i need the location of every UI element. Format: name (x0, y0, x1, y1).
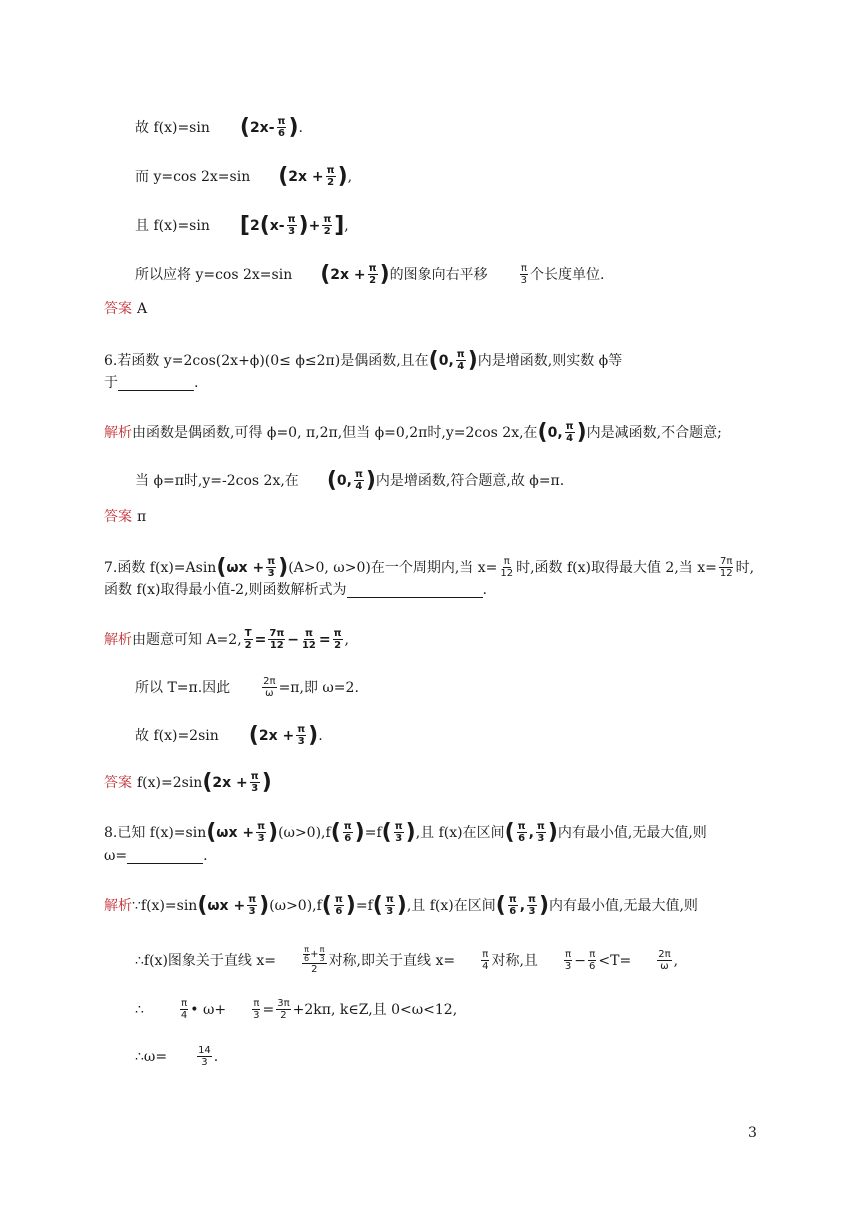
text: 故 f(x)=sin (135, 119, 210, 136)
text: ∴f(x)图象关于直线 x= (135, 952, 276, 969)
solution-8: 解析 ∵f(x)=sin ( ωx + $\frac{\pi}{3}$ ) (ω>0),f ( $\frac{\pi}{6}$ ) =f ( $\frac{\pi}{3}$ ) ,且 f(x)在区间 ( $\frac{\pi}{6}$ , $\frac{\pi}{3}$ ) 内有最小值,无最大值,则 (104, 892, 698, 918)
text: 且 f(x)=sin (135, 217, 210, 234)
page-number: 3 (748, 1125, 757, 1141)
solution-label: 解析 (104, 897, 132, 914)
text: ω= (104, 848, 128, 864)
text: 由题意可知 A=2, (132, 631, 242, 648)
solution-8-line3: ∴ $\frac{\pi}{4}$ • ω+ $\frac{\pi}{3}$ = $\frac{3\pi}{2}$ +2kπ, k∈Z,且 0<ω<12, (135, 998, 458, 1021)
text: ∵f(x)=sin (132, 897, 198, 914)
math-expr: [ 2 ( x- $\frac{\pi}{3}$ ) + $\frac{\pi}{2}$ ] (239, 212, 345, 238)
answer-value: π (137, 509, 147, 525)
answer-value: f(x)=2sin (137, 774, 203, 791)
answer-blank (118, 376, 194, 391)
text: 由函数是偶函数,可得 ϕ=0, π,2π,但当 ϕ=0,2π时,y=2cos 2x,在 (132, 424, 538, 441)
answer-7: 答案 f(x)=2sin ( 2x + $\frac{\pi}{3}$ ) (104, 769, 272, 795)
question-7: 7.函数 f(x)=Asin ( ωx + $\frac{\pi}{3}$ ) (A>0, ω>0)在一个周期内,当 x= $\frac{\pi}{12}$ 时,函数 f(x)取得最大值 2,当 x= $\frac{7\pi}{12}$ 时, (104, 554, 755, 580)
text: 6.若函数 y=2cos(2x+ϕ)(0≤ ϕ≤2π)是偶函数,且在 (104, 352, 429, 369)
answer-label: 答案 (104, 509, 132, 525)
line-2: 而 y=cos 2x=sin ( 2x + $\frac{\pi}{2}$ ) , (135, 163, 353, 189)
text: 所以应将 y=cos 2x=sin (135, 266, 293, 283)
text: 而 y=cos 2x=sin (135, 168, 251, 185)
answer-6 (104, 507, 146, 527)
answer-label: 答案 (104, 301, 132, 317)
answer-value: A (137, 301, 148, 317)
math-expr: ( 2x- $\frac{\pi}{6}$ ) (239, 114, 299, 140)
question-8: 8.已知 f(x)=sin ( ωx + $\frac{\pi}{3}$ ) (ω>0),f ( $\frac{\pi}{6}$ ) =f ( $\frac{\pi}{3}$ ) ,且 f(x)在区间 ( $\frac{\pi}{6}$ , $\frac{\pi}{3}$ ) 内有最小值,无最大值,则 (104, 819, 707, 845)
solution-label: 解析 (104, 631, 132, 648)
answer-blank (347, 583, 483, 598)
math-expr: ( 2x + $\frac{\pi}{2}$ ) (278, 163, 348, 189)
question-6: 6.若函数 y=2cos(2x+ϕ)(0≤ ϕ≤2π)是偶函数,且在 ( 0, $\frac{\pi}{4}$ ) 内是增函数,则实数 ϕ等 (104, 347, 623, 373)
nested-fraction: $\frac{\pi}{6}$ + $\frac{\pi}{3}$ 2 (303, 945, 325, 975)
solution-6: 解析 由函数是偶函数,可得 ϕ=0, π,2π,但当 ϕ=0,2π时,y=2cos 2x,在 ( 0, $\frac{\pi}{4}$ ) 内是减函数,不合题意; (104, 419, 722, 445)
solution-label: 解析 (104, 424, 132, 441)
answer-blank (127, 849, 203, 864)
math-expr: ( 2x + $\frac{\pi}{2}$ ) (320, 261, 390, 287)
question-7-line2: 函数 f(x)取得最小值-2,则函数解析式为 . (104, 582, 487, 598)
solution-7-line2: 所以 T=π.因此 $\frac{2\pi}{\omega}$ =π,即 ω=2. (135, 676, 359, 699)
text: 故 f(x)=2sin (135, 727, 219, 744)
solution-6-line2: 当 ϕ=π时,y=-2cos 2x,在 ( 0, $\frac{\pi}{4}$ ) 内是增函数,符合题意,故 ϕ=π. (135, 467, 565, 493)
text: 当 ϕ=π时,y=-2cos 2x,在 (135, 472, 299, 489)
answer-5 (104, 299, 147, 319)
question-6-line2: 于 . (104, 375, 199, 391)
line-4: 所以应将 y=cos 2x=sin ( 2x + $\frac{\pi}{2}$ ) 的图象向右平移 $\frac{\pi}{3}$ 个长度单位. (135, 261, 605, 287)
solution-7-line3: 故 f(x)=2sin ( 2x + $\frac{\pi}{3}$ ) . (135, 722, 323, 748)
line-3: 且 f(x)=sin [ 2 ( x- $\frac{\pi}{3}$ ) + $\frac{\pi}{2}$ ] , (135, 212, 349, 238)
answer-label: 答案 (104, 774, 132, 791)
text: 所以 T=π.因此 (135, 679, 231, 696)
line-1: 故 f(x)=sin ( 2x- $\frac{\pi}{6}$ ) . (135, 114, 303, 140)
text: 7.函数 f(x)=Asin (104, 559, 217, 576)
text: ∴ω= (135, 1048, 168, 1065)
text: 8.已知 f(x)=sin (104, 824, 207, 841)
solution-7: 解析 由题意可知 A=2, $\frac{T}{2}$ = $\frac{7\pi}{12}$ − $\frac{\pi}{12}$ = $\frac{\pi}{2}$ , (104, 628, 349, 651)
text: 函数 f(x)取得最小值-2,则函数解析式为 (104, 582, 347, 598)
solution-8-line2: ∴f(x)图象关于直线 x= $\frac{\pi}{6}$ + $\frac{\pi}{3}$ 2 对称,即关于直线 x= $\frac{\pi}{4}$ 对称,且 $\frac{\pi}{3}$ − $\frac{\pi}{6}$ <T= $\frac{2\pi}{\omega}$ , (135, 945, 679, 975)
text: 于 (104, 375, 118, 391)
question-8-line2: ω= . (104, 848, 208, 864)
text: ∴ (135, 1001, 144, 1018)
solution-8-line4: ∴ω= $\frac{14}{3}$ . (135, 1045, 219, 1068)
